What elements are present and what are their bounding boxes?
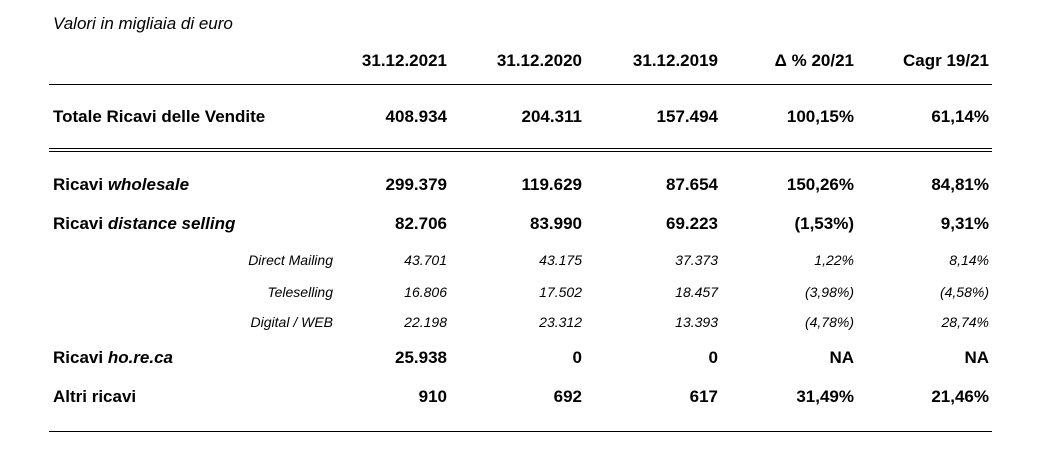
cell-2020: 17.502 <box>539 284 582 300</box>
cell-2021: 16.806 <box>404 284 447 300</box>
header-divider <box>49 84 992 85</box>
row-label-italic: wholesale <box>107 175 190 194</box>
row-label-italic: distance selling <box>107 214 236 233</box>
cell-2021: 82.706 <box>395 214 447 233</box>
table-row-horeca <box>0 343 1051 373</box>
column-header-2020: 31.12.2020 <box>496 51 582 70</box>
cell-2019: 0 <box>708 348 718 367</box>
cell-2021: 43.701 <box>404 252 447 268</box>
cell-delta: 150,26% <box>786 175 854 194</box>
cell-2021: 22.198 <box>404 314 447 330</box>
table-caption: Valori in migliaia di euro <box>53 14 233 33</box>
column-header-delta: Δ % 20/21 <box>774 51 854 70</box>
cell-cagr: 61,14% <box>931 107 989 126</box>
cell-2019: 617 <box>689 387 718 406</box>
row-label: Totale Ricavi delle Vendite <box>53 107 266 126</box>
double-divider-bottom <box>49 151 992 152</box>
column-header-2021: 31.12.2021 <box>361 51 447 70</box>
cell-delta: 1,22% <box>814 252 854 268</box>
table-header-row <box>0 46 1051 76</box>
subrow-label: Direct Mailing <box>248 252 333 268</box>
cell-2019: 87.654 <box>666 175 718 194</box>
bottom-divider <box>49 431 992 432</box>
cell-delta: 31,49% <box>796 387 854 406</box>
cell-2020: 119.629 <box>521 175 582 194</box>
cell-2019: 18.457 <box>675 284 718 300</box>
cell-2021: 25.938 <box>395 348 447 367</box>
row-label: Altri ricavi <box>53 387 137 406</box>
table-row-distance-selling <box>0 209 1051 239</box>
table-row-totale <box>0 102 1051 132</box>
cell-2020: 83.990 <box>530 214 582 233</box>
column-header-2019: 31.12.2019 <box>632 51 718 70</box>
cell-delta: (1,53%) <box>794 214 854 233</box>
cell-cagr: NA <box>964 348 989 367</box>
cell-2020: 692 <box>553 387 582 406</box>
subrow-label: Teleselling <box>267 284 333 300</box>
cell-cagr: 8,14% <box>949 252 989 268</box>
table-subrow-teleselling <box>0 277 1051 307</box>
table-row-altri-ricavi <box>0 382 1051 412</box>
cell-2020: 204.311 <box>521 107 582 126</box>
cell-2019: 157.494 <box>656 107 718 126</box>
cell-2019: 13.393 <box>675 314 718 330</box>
subrow-label: Digital / WEB <box>250 314 333 330</box>
table-subrow-digital-web <box>0 307 1051 337</box>
column-header-cagr: Cagr 19/21 <box>903 51 989 70</box>
cell-2019: 69.223 <box>666 214 718 233</box>
row-label: Ricavi ho.re.ca <box>53 348 174 367</box>
row-label: Ricavi distance selling <box>53 214 236 233</box>
row-label-italic: ho.re.ca <box>107 348 174 367</box>
cell-cagr: (4,58%) <box>939 284 989 300</box>
cell-cagr: 21,46% <box>931 387 989 406</box>
cell-delta: 100,15% <box>786 107 854 126</box>
table-subrow-direct-mailing <box>0 245 1051 275</box>
cell-2019: 37.373 <box>675 252 718 268</box>
cell-2021: 408.934 <box>385 107 447 126</box>
cell-delta: (3,98%) <box>804 284 854 300</box>
cell-2020: 43.175 <box>539 252 582 268</box>
cell-2021: 299.379 <box>385 175 447 194</box>
double-divider-top <box>49 148 992 149</box>
cell-2020: 0 <box>572 348 582 367</box>
cell-cagr: 9,31% <box>940 214 989 233</box>
cell-cagr: 84,81% <box>931 175 989 194</box>
cell-2020: 23.312 <box>539 314 582 330</box>
cell-2021: 910 <box>418 387 447 406</box>
cell-delta: NA <box>829 348 854 367</box>
row-label: Ricavi wholesale <box>53 175 190 194</box>
cell-cagr: 28,74% <box>941 314 989 330</box>
cell-delta: (4,78%) <box>804 314 854 330</box>
table-row-wholesale <box>0 170 1051 200</box>
